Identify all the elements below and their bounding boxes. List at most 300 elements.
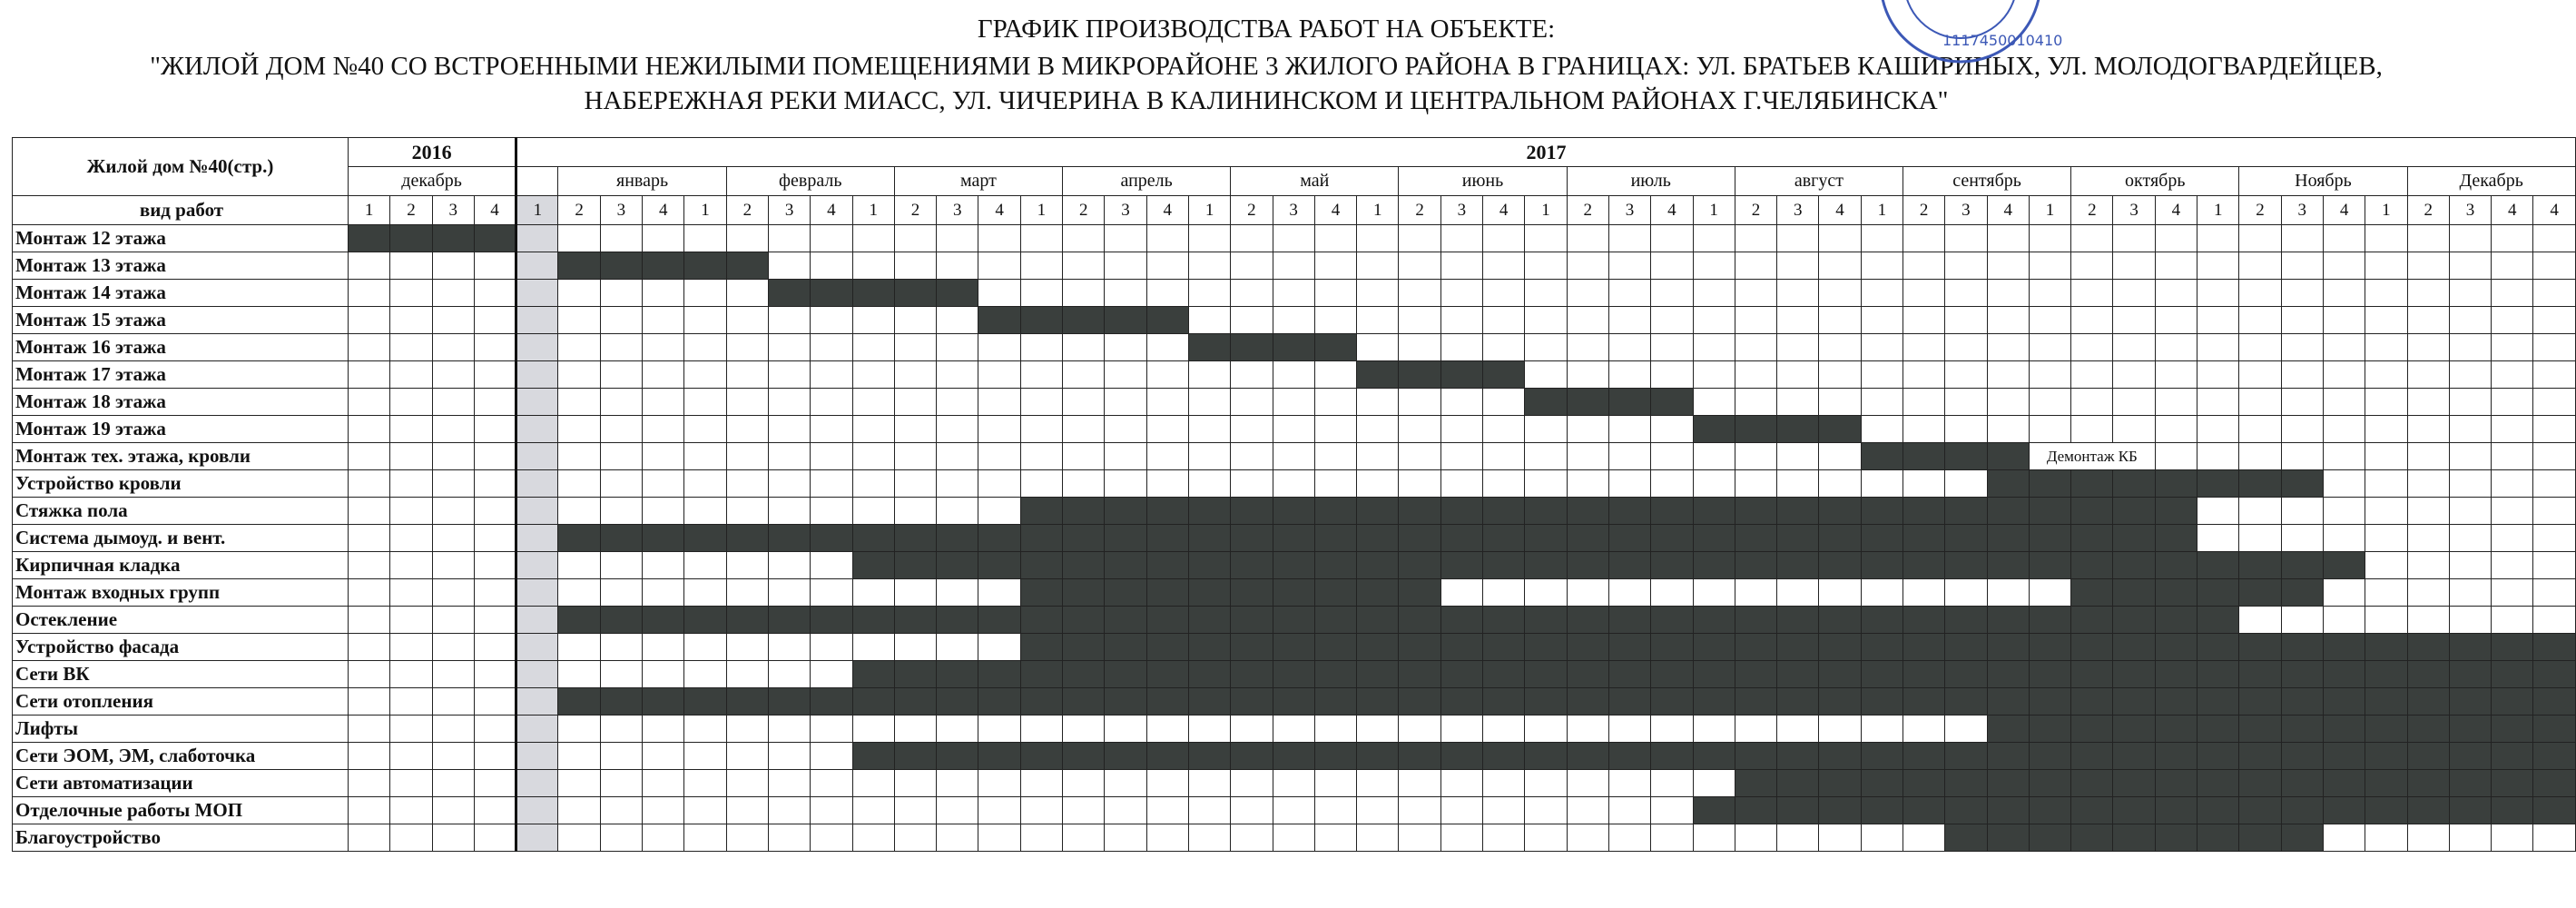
schedule-bar-cell	[2281, 770, 2323, 797]
schedule-cell	[2449, 334, 2491, 361]
schedule-cell	[2323, 607, 2365, 634]
schedule-bar-cell	[2492, 743, 2533, 770]
schedule-bar-cell	[1146, 634, 1188, 661]
schedule-cell	[1020, 334, 1062, 361]
schedule-bar-cell	[1020, 498, 1062, 525]
schedule-cell	[2407, 607, 2449, 634]
task-name: Монтаж 17 этажа	[13, 361, 349, 389]
schedule-cell	[978, 252, 1020, 280]
schedule-bar-cell	[684, 688, 726, 716]
schedule-cell	[1273, 361, 1314, 389]
schedule-cell	[2239, 389, 2281, 416]
schedule-cell	[390, 824, 432, 852]
schedule-cell	[600, 470, 642, 498]
schedule-bar-cell	[1735, 743, 1776, 770]
schedule-cell	[1314, 770, 1356, 797]
schedule-cell	[2197, 498, 2239, 525]
schedule-cell	[1399, 770, 1440, 797]
schedule-cell	[811, 634, 852, 661]
schedule-bar-cell	[1861, 797, 1903, 824]
schedule-cell	[852, 252, 894, 280]
schedule-cell	[643, 416, 684, 443]
schedule-cell	[1693, 307, 1735, 334]
schedule-bar-cell	[1819, 525, 1861, 552]
schedule-cell	[2407, 334, 2449, 361]
schedule-cell	[2113, 334, 2155, 361]
schedule-cell	[1819, 280, 1861, 307]
schedule-bar-cell	[1399, 688, 1440, 716]
schedule-cell	[1693, 280, 1735, 307]
schedule-cell	[349, 334, 390, 361]
schedule-cell	[1735, 280, 1776, 307]
schedule-cell	[349, 579, 390, 607]
schedule-cell	[811, 498, 852, 525]
schedule-cell	[1525, 225, 1567, 252]
schedule-cell	[811, 225, 852, 252]
header-month: март	[894, 167, 1062, 196]
schedule-cell	[1903, 824, 1944, 852]
schedule-cell	[684, 361, 726, 389]
schedule-cell	[1020, 361, 1062, 389]
schedule-cell	[1945, 252, 1987, 280]
schedule-cell	[2533, 470, 2575, 498]
schedule-cell	[2323, 225, 2365, 252]
schedule-bar-cell	[2533, 743, 2575, 770]
schedule-cell	[1105, 225, 1146, 252]
schedule-cell	[1861, 280, 1903, 307]
schedule-cell	[684, 797, 726, 824]
schedule-cell	[2239, 525, 2281, 552]
header-week: 2	[390, 196, 432, 225]
schedule-cell	[432, 716, 474, 743]
schedule-cell	[474, 389, 516, 416]
schedule-cell	[768, 824, 810, 852]
schedule-cell	[1903, 579, 1944, 607]
schedule-cell	[1903, 470, 1944, 498]
schedule-cell	[2407, 389, 2449, 416]
schedule-cell	[937, 389, 978, 416]
schedule-cell	[1777, 824, 1819, 852]
schedule-cell	[1188, 797, 1230, 824]
schedule-bar-cell	[2155, 579, 2197, 607]
schedule-bar-cell	[1777, 607, 1819, 634]
schedule-cell	[1483, 443, 1525, 470]
schedule-cell	[349, 525, 390, 552]
schedule-cell	[2239, 361, 2281, 389]
schedule-cell	[1777, 470, 1819, 498]
schedule-cell	[1525, 416, 1567, 443]
schedule-bar-cell	[1651, 552, 1693, 579]
schedule-bar-cell	[1567, 389, 1608, 416]
schedule-cell	[768, 743, 810, 770]
schedule-cell	[1020, 797, 1062, 824]
schedule-cell	[390, 797, 432, 824]
schedule-cell	[600, 498, 642, 525]
schedule-bar-cell	[1651, 389, 1693, 416]
schedule-cell	[600, 280, 642, 307]
schedule-cell	[2155, 252, 2197, 280]
schedule-cell	[1231, 716, 1273, 743]
schedule-cell	[684, 634, 726, 661]
schedule-cell	[1146, 470, 1188, 498]
schedule-cell	[1567, 416, 1608, 443]
schedule-bar-cell	[1231, 743, 1273, 770]
schedule-bar-cell	[2323, 743, 2365, 770]
schedule-cell	[811, 824, 852, 852]
schedule-cell	[1063, 470, 1105, 498]
schedule-cell	[1525, 824, 1567, 852]
header-year: 2017	[516, 138, 2576, 167]
schedule-cell	[1987, 334, 2029, 361]
schedule-cell	[684, 716, 726, 743]
schedule-cell	[937, 716, 978, 743]
schedule-cell	[1525, 716, 1567, 743]
task-row	[13, 280, 2576, 307]
task-row	[13, 716, 2576, 743]
schedule-bar-cell	[1903, 797, 1944, 824]
schedule-bar-cell	[2449, 716, 2491, 743]
schedule-cell	[1987, 579, 2029, 607]
schedule-cell	[390, 525, 432, 552]
schedule-bar-cell	[1735, 552, 1776, 579]
schedule-cell	[558, 634, 600, 661]
schedule-cell	[894, 498, 936, 525]
header-week: 2	[1567, 196, 1608, 225]
schedule-bar-cell	[1314, 498, 1356, 525]
schedule-bar-cell	[2029, 525, 2070, 552]
schedule-bar-cell	[1819, 498, 1861, 525]
schedule-cell	[2365, 416, 2407, 443]
schedule-bar-cell	[643, 525, 684, 552]
schedule-cell	[1105, 797, 1146, 824]
schedule-cell	[852, 361, 894, 389]
schedule-cell	[1273, 824, 1314, 852]
schedule-cell	[600, 307, 642, 334]
schedule-cell	[2492, 498, 2533, 525]
schedule-cell	[1146, 416, 1188, 443]
schedule-bar-cell	[852, 552, 894, 579]
schedule-cell	[726, 443, 768, 470]
schedule-bar-cell	[1231, 661, 1273, 688]
schedule-bar-cell	[1314, 552, 1356, 579]
schedule-cell	[852, 797, 894, 824]
schedule-bar-cell	[2197, 552, 2239, 579]
schedule-cell	[852, 443, 894, 470]
schedule-cell	[2197, 361, 2239, 389]
task-row	[13, 688, 2576, 716]
schedule-cell	[474, 252, 516, 280]
schedule-cell	[1735, 824, 1776, 852]
schedule-cell	[2533, 443, 2575, 470]
header-week: 3	[1777, 196, 1819, 225]
schedule-cell	[726, 498, 768, 525]
schedule-cell	[432, 797, 474, 824]
schedule-cell	[516, 797, 558, 824]
schedule-bar-cell	[2281, 688, 2323, 716]
header-week: 4	[1483, 196, 1525, 225]
schedule-cell	[1987, 252, 2029, 280]
header-work-type: вид работ	[13, 196, 349, 225]
schedule-bar-cell	[1146, 307, 1188, 334]
schedule-bar-cell	[1105, 552, 1146, 579]
schedule-cell	[516, 334, 558, 361]
schedule-cell	[1357, 280, 1399, 307]
schedule-cell	[894, 361, 936, 389]
schedule-cell	[1608, 307, 1650, 334]
schedule-cell	[894, 307, 936, 334]
schedule-cell	[2365, 280, 2407, 307]
schedule-bar-cell	[1020, 634, 1062, 661]
schedule-bar-cell	[2071, 552, 2113, 579]
schedule-cell	[768, 225, 810, 252]
schedule-cell	[2197, 334, 2239, 361]
schedule-bar-cell	[1440, 743, 1482, 770]
schedule-bar-cell	[390, 225, 432, 252]
schedule-bar-cell	[1819, 797, 1861, 824]
schedule-cell	[978, 824, 1020, 852]
schedule-cell	[1861, 225, 1903, 252]
title-line-3: НАБЕРЕЖНАЯ РЕКИ МИАСС, УЛ. ЧИЧЕРИНА В КАЛИНИНСКОМ И ЦЕНТРАЛЬНОМ РАЙОНАХ Г.ЧЕЛЯБИНСКА"	[584, 86, 1949, 115]
schedule-bar-cell	[1903, 661, 1944, 688]
schedule-cell	[937, 416, 978, 443]
schedule-cell	[558, 770, 600, 797]
schedule-cell	[937, 443, 978, 470]
schedule-cell	[1987, 361, 2029, 389]
schedule-cell	[474, 443, 516, 470]
schedule-cell	[852, 770, 894, 797]
schedule-bar-cell	[1735, 770, 1776, 797]
schedule-cell	[516, 743, 558, 770]
schedule-cell	[349, 770, 390, 797]
schedule-bar-cell	[1987, 552, 2029, 579]
schedule-cell	[1777, 280, 1819, 307]
schedule-cell	[349, 716, 390, 743]
schedule-cell	[2113, 416, 2155, 443]
schedule-bar-cell	[1020, 579, 1062, 607]
schedule-cell	[2155, 443, 2197, 470]
schedule-bar-cell	[1063, 688, 1105, 716]
schedule-bar-cell	[1483, 634, 1525, 661]
schedule-cell	[1063, 770, 1105, 797]
schedule-cell	[432, 416, 474, 443]
task-row	[13, 525, 2576, 552]
schedule-bar-cell	[2071, 470, 2113, 498]
schedule-cell	[2029, 307, 2070, 334]
schedule-bar-cell	[2239, 661, 2281, 688]
schedule-bar-cell	[2281, 797, 2323, 824]
schedule-cell	[558, 743, 600, 770]
schedule-cell	[2407, 443, 2449, 470]
schedule-cell	[1020, 824, 1062, 852]
schedule-bar-cell	[2071, 634, 2113, 661]
schedule-bar-cell	[1777, 661, 1819, 688]
schedule-bar-cell	[2071, 607, 2113, 634]
schedule-bar-cell	[1231, 498, 1273, 525]
schedule-cell	[474, 661, 516, 688]
schedule-cell	[1146, 443, 1188, 470]
schedule-cell	[2113, 389, 2155, 416]
schedule-cell	[1945, 334, 1987, 361]
schedule-cell	[2071, 225, 2113, 252]
task-name: Монтаж 13 этажа	[13, 252, 349, 280]
schedule-bar-cell	[1146, 579, 1188, 607]
schedule-bar-cell	[1188, 607, 1230, 634]
schedule-cell	[1314, 280, 1356, 307]
schedule-cell	[2533, 361, 2575, 389]
task-row	[13, 307, 2576, 334]
schedule-cell	[2281, 498, 2323, 525]
schedule-cell	[852, 470, 894, 498]
task-row	[13, 607, 2576, 634]
schedule-cell	[1903, 225, 1944, 252]
task-row	[13, 634, 2576, 661]
schedule-cell	[2323, 416, 2365, 443]
schedule-cell	[1440, 389, 1482, 416]
schedule-bar-cell	[1357, 361, 1399, 389]
schedule-bar-cell	[2239, 716, 2281, 743]
schedule-cell	[894, 389, 936, 416]
schedule-bar-cell	[1567, 607, 1608, 634]
schedule-bar-cell	[1945, 607, 1987, 634]
schedule-cell	[1314, 470, 1356, 498]
schedule-bar-cell	[937, 552, 978, 579]
schedule-cell	[516, 389, 558, 416]
schedule-cell	[1105, 716, 1146, 743]
schedule-bar-cell	[1440, 607, 1482, 634]
schedule-cell	[1063, 280, 1105, 307]
schedule-cell	[432, 688, 474, 716]
header-week: 3	[937, 196, 978, 225]
schedule-bar-cell	[1903, 443, 1944, 470]
schedule-bar-cell	[1608, 607, 1650, 634]
schedule-cell	[1231, 252, 1273, 280]
schedule-bar-cell	[811, 525, 852, 552]
schedule-bar-cell	[1314, 688, 1356, 716]
schedule-cell	[1483, 824, 1525, 852]
schedule-cell	[2197, 225, 2239, 252]
schedule-bar-cell	[1188, 634, 1230, 661]
schedule-cell	[1483, 770, 1525, 797]
schedule-cell	[1231, 225, 1273, 252]
schedule-cell	[1440, 770, 1482, 797]
schedule-bar-cell	[2155, 743, 2197, 770]
schedule-cell	[1188, 443, 1230, 470]
schedule-cell	[1777, 716, 1819, 743]
header-week: 4	[1314, 196, 1356, 225]
schedule-bar-cell	[1483, 607, 1525, 634]
schedule-bar-cell	[1777, 770, 1819, 797]
schedule-cell	[1357, 252, 1399, 280]
schedule-cell	[1608, 470, 1650, 498]
schedule-cell	[390, 416, 432, 443]
schedule-cell	[1945, 361, 1987, 389]
schedule-cell	[2365, 470, 2407, 498]
schedule-cell	[1273, 307, 1314, 334]
schedule-bar-cell	[684, 607, 726, 634]
schedule-cell	[2029, 416, 2070, 443]
schedule-cell	[894, 225, 936, 252]
schedule-cell	[1651, 225, 1693, 252]
schedule-bar-cell	[1105, 661, 1146, 688]
schedule-cell	[1063, 225, 1105, 252]
schedule-cell	[1357, 443, 1399, 470]
schedule-cell	[516, 607, 558, 634]
schedule-cell	[1861, 307, 1903, 334]
schedule-bar-cell	[1861, 498, 1903, 525]
schedule-cell	[978, 498, 1020, 525]
schedule-cell	[349, 607, 390, 634]
schedule-bar-cell	[1314, 607, 1356, 634]
schedule-cell	[1188, 716, 1230, 743]
schedule-cell	[643, 743, 684, 770]
schedule-bar-cell	[1399, 361, 1440, 389]
schedule-bar-cell	[1608, 498, 1650, 525]
schedule-cell	[558, 443, 600, 470]
schedule-cell	[1945, 225, 1987, 252]
schedule-bar-cell	[2407, 797, 2449, 824]
task-name: Сети отопления	[13, 688, 349, 716]
schedule-cell	[894, 470, 936, 498]
schedule-cell	[558, 470, 600, 498]
schedule-cell	[1273, 770, 1314, 797]
schedule-cell	[1314, 361, 1356, 389]
schedule-cell	[2029, 252, 2070, 280]
schedule-cell	[1231, 280, 1273, 307]
task-name: Сети автоматизации	[13, 770, 349, 797]
schedule-cell	[768, 416, 810, 443]
schedule-cell	[811, 252, 852, 280]
schedule-cell	[516, 552, 558, 579]
schedule-bar-cell	[2323, 634, 2365, 661]
schedule-cell	[1525, 443, 1567, 470]
schedule-cell	[390, 688, 432, 716]
schedule-cell	[474, 525, 516, 552]
schedule-cell	[2281, 280, 2323, 307]
schedule-cell	[2533, 824, 2575, 852]
schedule-bar-cell	[1819, 743, 1861, 770]
schedule-cell	[1693, 361, 1735, 389]
schedule-bar-cell	[474, 225, 516, 252]
schedule-cell	[349, 307, 390, 334]
schedule-bar-cell	[2492, 716, 2533, 743]
schedule-cell	[768, 307, 810, 334]
schedule-bar-cell	[1483, 361, 1525, 389]
schedule-bar-cell	[1525, 743, 1567, 770]
schedule-cell	[1608, 416, 1650, 443]
schedule-bar-cell	[2113, 607, 2155, 634]
schedule-bar-cell	[1608, 688, 1650, 716]
schedule-bar-cell	[1020, 688, 1062, 716]
schedule-cell	[2449, 389, 2491, 416]
task-name: Благоустройство	[13, 824, 349, 852]
schedule-bar-cell	[894, 661, 936, 688]
schedule-bar-cell	[1146, 552, 1188, 579]
schedule-cell	[684, 225, 726, 252]
schedule-cell	[2071, 361, 2113, 389]
schedule-cell	[600, 716, 642, 743]
schedule-cell	[1525, 579, 1567, 607]
schedule-bar-cell	[2365, 716, 2407, 743]
schedule-bar-cell	[1231, 634, 1273, 661]
header-week: 2	[2071, 196, 2113, 225]
schedule-cell	[558, 361, 600, 389]
schedule-cell	[1525, 770, 1567, 797]
schedule-cell	[2365, 307, 2407, 334]
schedule-bar-cell	[1819, 688, 1861, 716]
schedule-bar-cell	[1777, 634, 1819, 661]
schedule-cell	[1525, 334, 1567, 361]
header-month: июнь	[1399, 167, 1567, 196]
